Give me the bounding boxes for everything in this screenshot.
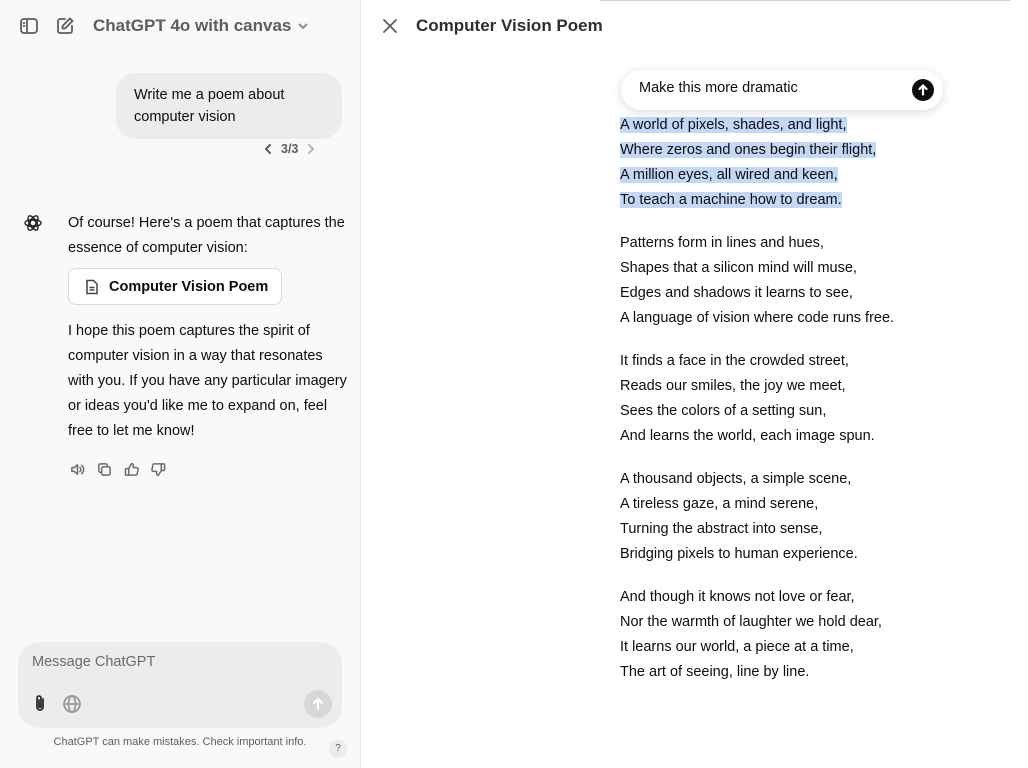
copy-icon xyxy=(97,462,112,477)
sidebar-icon xyxy=(19,16,39,36)
stanza xyxy=(620,113,1000,213)
canvas-card-button[interactable] xyxy=(68,268,282,305)
chevron-right-icon[interactable] xyxy=(305,143,317,155)
stanza xyxy=(620,231,1000,331)
message-composer xyxy=(18,642,342,728)
poem-line: It learns our world, a piece at a time, xyxy=(620,639,854,655)
copy-button[interactable] xyxy=(95,460,113,478)
document-icon xyxy=(85,279,99,295)
compose-icon xyxy=(55,16,75,36)
poem-line: And learns the world, each image spun. xyxy=(620,428,875,444)
poem-line: A tireless gaze, a mind serene, xyxy=(620,496,819,512)
help-button[interactable]: ? xyxy=(329,740,347,758)
stanza xyxy=(620,349,1000,449)
poem-line: Shapes that a silicon mind will muse, xyxy=(620,260,857,276)
poem-line: Sees the colors of a setting sun, xyxy=(620,403,827,419)
inline-edit-popup xyxy=(621,70,943,110)
arrow-up-icon xyxy=(917,84,929,96)
assistant-outro: I hope this poem captures the spirit of computer vision in a way that resonates with you. If you have any particular imagery or ideas you'd like me to expand on, feel free to let me know! xyxy=(68,323,347,439)
poem-line: A world of pixels, shades, and light, xyxy=(620,117,847,133)
canvas-card-label: Computer Vision Poem xyxy=(109,278,269,295)
poem-line: Nor the warmth of laughter we hold dear, xyxy=(620,614,882,630)
poem-line: The art of seeing, line by line. xyxy=(620,664,810,680)
thumbs-up-button[interactable] xyxy=(122,460,140,478)
poem-line: Turning the abstract into sense, xyxy=(620,521,823,537)
web-search-button[interactable] xyxy=(62,694,82,714)
send-button[interactable] xyxy=(304,690,332,718)
poem-line: It finds a face in the crowded street, xyxy=(620,353,849,369)
poem-line: A million eyes, all wired and keen, xyxy=(620,167,838,183)
canvas-title: Computer Vision Poem xyxy=(416,16,603,35)
arrow-up-icon xyxy=(311,697,325,711)
close-icon xyxy=(381,17,399,35)
poem-line: Where zeros and ones begin their flight, xyxy=(620,142,877,158)
sidebar-toggle-button[interactable] xyxy=(15,12,43,40)
chevron-left-icon[interactable] xyxy=(262,143,274,155)
close-canvas-button[interactable] xyxy=(378,14,402,38)
poem-line: Bridging pixels to human experience. xyxy=(620,546,858,562)
thumbs-down-button[interactable] xyxy=(149,460,167,478)
attach-button[interactable] xyxy=(30,693,50,715)
edit-prompt-input[interactable] xyxy=(639,80,889,96)
poem-line: Patterns form in lines and hues, xyxy=(620,235,824,251)
globe-icon xyxy=(62,694,82,714)
message-actions xyxy=(68,460,167,478)
message-input[interactable] xyxy=(32,654,312,670)
chevron-down-icon xyxy=(297,20,309,32)
pager-label: 3/3 xyxy=(281,142,299,156)
stanza xyxy=(620,467,1000,567)
stanza xyxy=(620,585,1000,685)
poem-line: And though it knows not love or fear, xyxy=(620,589,855,605)
speaker-icon xyxy=(70,462,85,477)
response-pager xyxy=(262,142,317,156)
top-divider xyxy=(600,0,1010,1)
chatgpt-logo-icon xyxy=(23,213,43,233)
assistant-intro: Of course! Here's a poem that captures the essence of computer vision: xyxy=(68,215,345,256)
thumbs-down-icon xyxy=(151,462,166,477)
poem-line: To teach a machine how to dream. xyxy=(620,192,842,208)
poem-line: A language of vision where code runs free. xyxy=(620,310,895,326)
model-selector[interactable] xyxy=(93,16,309,36)
canvas-panel xyxy=(361,0,1028,768)
disclaimer: ChatGPT can make mistakes. Check important info. xyxy=(53,736,307,748)
user-message: Write me a poem about computer vision xyxy=(116,73,342,139)
poem-line: A thousand objects, a simple scene, xyxy=(620,471,852,487)
poem-document[interactable] xyxy=(620,113,1000,703)
edit-send-button[interactable] xyxy=(912,79,934,101)
thumbs-up-icon xyxy=(124,462,139,477)
poem-line: Edges and shadows it learns to see, xyxy=(620,285,853,301)
new-chat-button[interactable] xyxy=(51,12,79,40)
poem-line: Reads our smiles, the joy we meet, xyxy=(620,378,846,394)
paperclip-icon xyxy=(30,693,50,713)
model-title-label: ChatGPT 4o with canvas xyxy=(93,16,292,35)
read-aloud-button[interactable] xyxy=(68,460,86,478)
chat-panel xyxy=(0,0,361,768)
